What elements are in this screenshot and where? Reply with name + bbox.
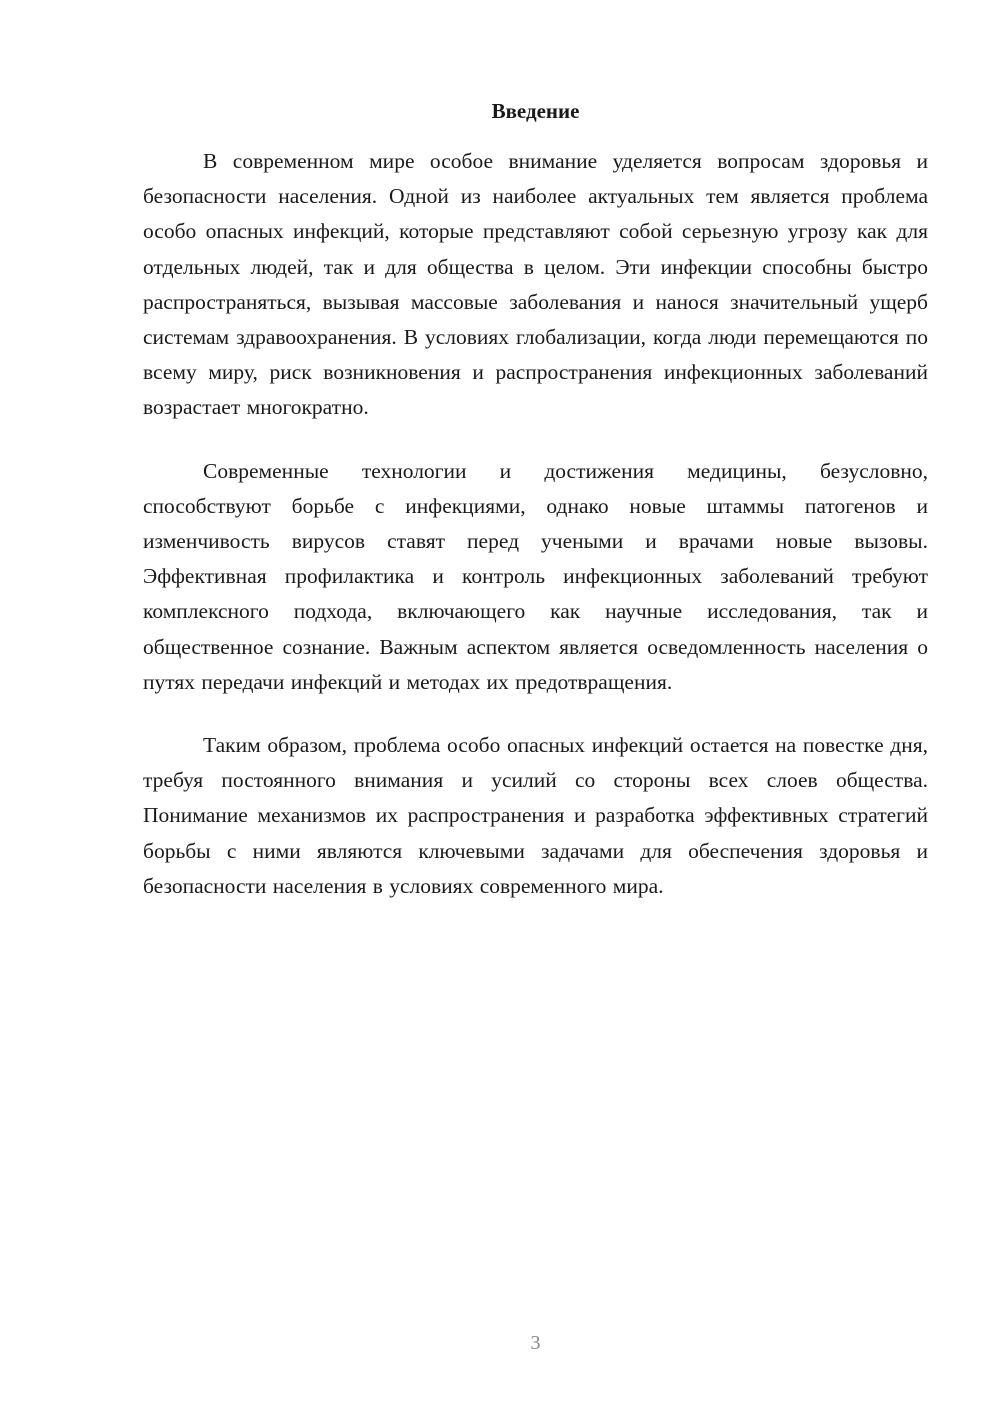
page-title: Введение [491, 99, 580, 123]
paragraph-3: Таким образом, проблема особо опасных инфекций остается на повестке дня, требуя постоянного внимания и усилий со стороны всех слоев общества. Понимание механизмов их распространения и разработка эффективных стратегий борьбы с ними являются ключевыми задачами для обеспечения здоровья и безопасности населения в условиях современного мира. [143, 733, 928, 898]
body-text [143, 144, 928, 932]
paragraph-1: В современном мире особое внимание уделяется вопросам здоровья и безопасности населения. Одной из наиболее актуальных тем является проблема особо опасных инфекций, которые представляют собой серьезную угрозу как для отдельных людей, так и для общества в целом. Эти инфекции способны быстро распространяться, вызывая массовые заболевания и нанося значительный ущерб системам здравоохранения. В условиях глобализации, когда люди перемещаются по всему миру, риск возникновения и распространения инфекционных заболеваний возрастает многократно. [143, 149, 928, 420]
paragraph-2: Современные технологии и достижения медицины, безусловно, способствуют борьбе с инфекциями, однако новые штаммы патогенов и изменчивость вирусов ставят перед учеными и врачами новые вызовы. Эффективная профилактика и контроль инфекционных заболеваний требуют комплексного подхода, включающего как научные исследования, так и общественное сознание. Важным аспектом является осведомленность населения о путях передачи инфекций и методах их предотвращения. [143, 458, 928, 694]
page-number: 3 [530, 1332, 541, 1354]
